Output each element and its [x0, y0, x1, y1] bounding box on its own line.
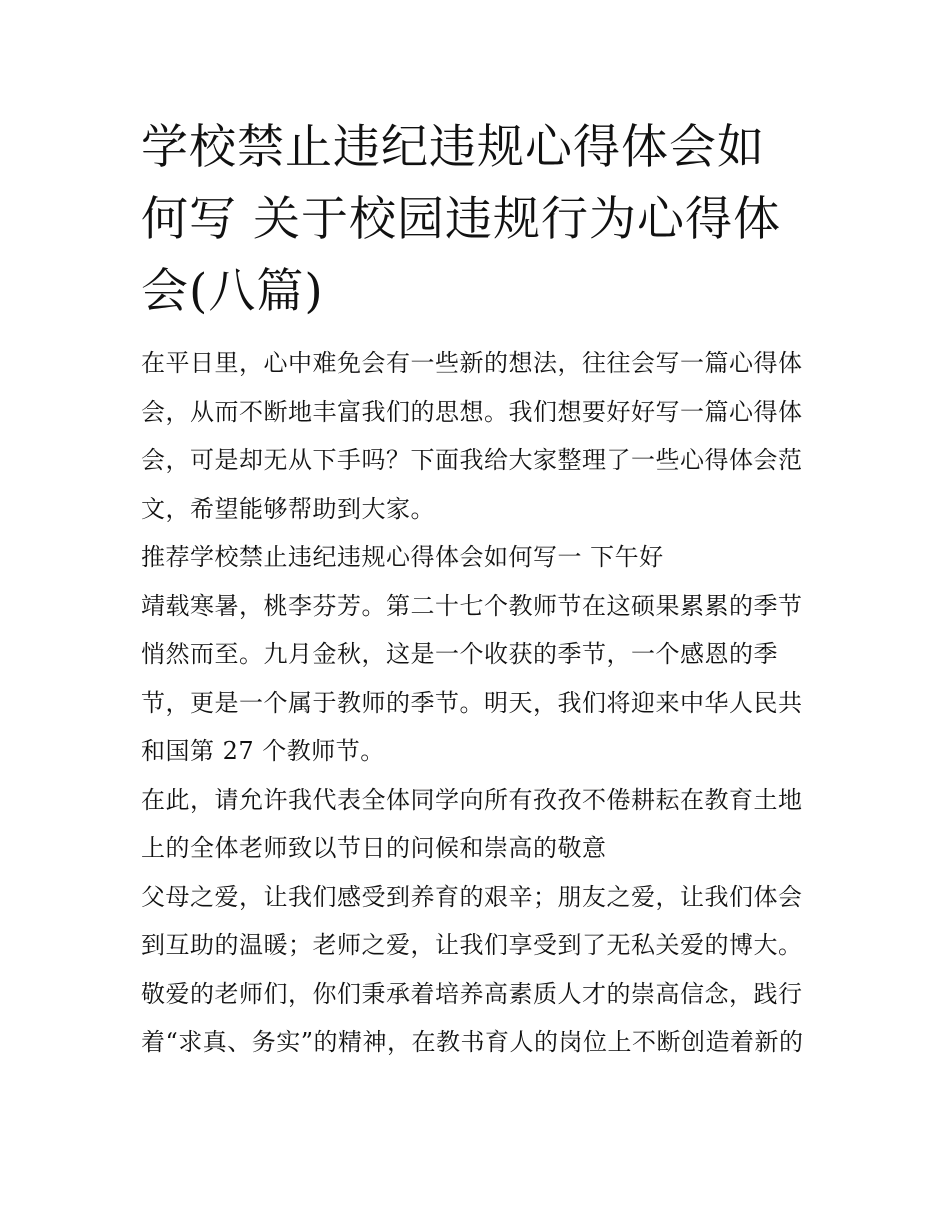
body-line: 节，更是一个属于教师的季节。明天，我们将迎来中华人民共 — [141, 688, 803, 717]
body-line: 在此，请允许我代表全体同学向所有孜孜不倦耕耘在教育土地 — [141, 785, 803, 814]
body-line: 在平日里，心中难免会有一些新的想法，往往会写一篇心得体 — [141, 349, 803, 377]
body-line: 敬爱的老师们，你们秉承着培养高素质人才的崇高信念，践行 — [141, 979, 803, 1008]
body-line: 文，希望能够帮助到大家。 — [141, 494, 435, 523]
body-line: 到互助的温暖；老师之爱，让我们享受到了无私关爱的博大。 — [141, 931, 803, 959]
body-line: 推荐学校禁止违纪违规心得体会如何写一 下午好 — [141, 543, 664, 571]
body-line: 会，从而不断地丰富我们的思想。我们想要好好写一篇心得体 — [141, 397, 803, 426]
body-line: 着“求真、务实”的精神，在教书育人的岗位上不断创造着新的 — [141, 1028, 804, 1056]
body-line: 靖载寒暑，桃李芬芳。第二十七个教师节在这硕果累累的季节 — [141, 591, 803, 620]
title-line: 学校禁止违纪违规心得体会如 — [141, 120, 765, 175]
document-title — [141, 112, 813, 328]
document-content — [141, 112, 813, 1067]
title-line: 会(八篇) — [141, 264, 324, 319]
body-line: 会，可是却无从下手吗？下面我给大家整理了一些心得体会范 — [141, 446, 803, 474]
title-line: 何写 关于校园违规行为心得体 — [141, 192, 781, 247]
body-line: 上的全体老师致以节日的问候和崇高的敬意 — [141, 834, 607, 862]
body-line: 父母之爱，让我们感受到养育的艰辛；朋友之爱，让我们体会 — [141, 882, 803, 911]
body-line: 悄然而至。九月金秋，这是一个收获的季节，一个感恩的季 — [141, 640, 778, 668]
document-body — [141, 339, 813, 1067]
body-line: 和国第 27 个教师节。 — [141, 737, 385, 765]
